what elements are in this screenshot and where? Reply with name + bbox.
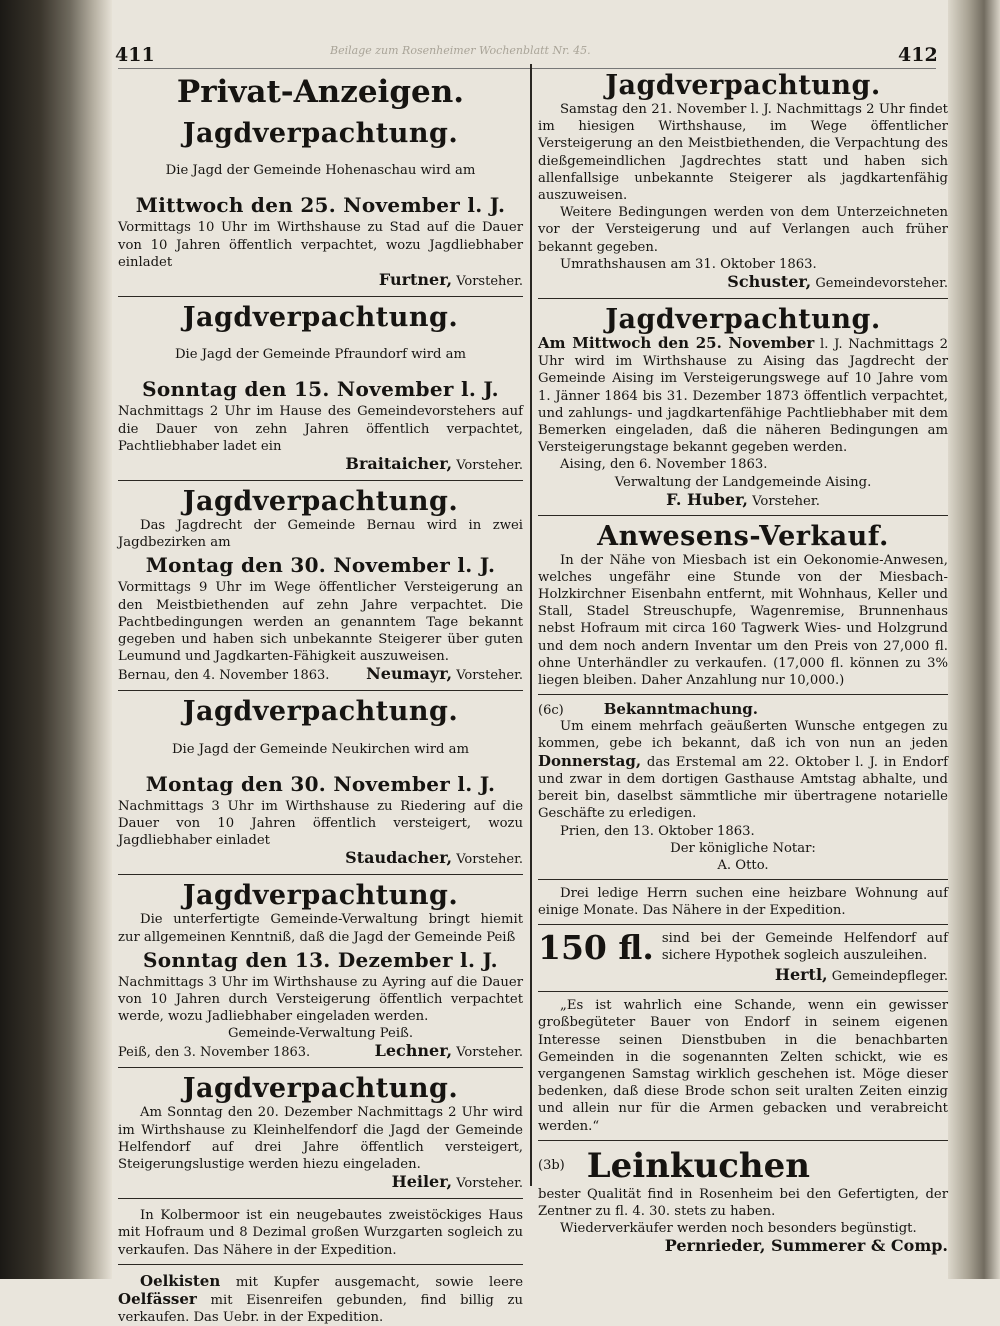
- signature-name: Schuster,: [727, 272, 812, 292]
- ad-text: In der Nähe von Miesbach ist ein Oekonomie-Anwesen, welches ungefähr eine Stunde von der Miesbach-Holzkirchner Eisenbahn entfernt, mit Wohnhaus, Keller und Stall, Stadel Streuschupfe, Wagenremise, Brunnenhaus nebst Hofraum mit circa 160 Tagwerk Wies- und Holzgrund und dem noch andern Inventar um den Preis von 27,000 fl. ohne Unterhändler zu verkaufen. (17,000 fl. können zu 3% liegen bleiben. Daher Anzahlung nur 10,000.): [538, 552, 948, 689]
- ad-text: sind bei der Gemeinde Helfendorf auf sichere Hypothek sogleich auszuleihen.: [661, 931, 948, 964]
- ad-title: Jagdverpachtung.: [605, 304, 881, 336]
- ad-code: (3b): [538, 1158, 565, 1174]
- ad-text: Nachmittags 3 Uhr im Wirthshause zu Riedering auf die Dauer von 10 Jahren öffentlich versteigert, wozu Jagdliebhaber einladet: [118, 798, 523, 849]
- ad-text-part: mit Kupfer ausgemacht, sowie leere: [220, 1274, 523, 1290]
- ad-text: Weitere Bedingungen werden von dem Unterzeichneten vor der Versteigerung und auf Verlangen auch früher bekannt gegeben.: [538, 205, 948, 255]
- ad-title: Jagdverpachtung.: [182, 880, 459, 912]
- ad-text: Die Jagd der Gemeinde Pfraundorf wird am: [174, 347, 467, 363]
- separator: [118, 1264, 523, 1265]
- ad-anwesens-verkauf: [538, 521, 948, 690]
- separator: [118, 874, 523, 875]
- ad-jagd-bernau: [118, 486, 523, 685]
- signature-role: Vorsteher.: [456, 457, 523, 473]
- ad-title: Jagdverpachtung.: [182, 696, 459, 728]
- ad-title: Jagdverpachtung.: [605, 70, 881, 101]
- ad-haus-kolbermoor: [118, 1207, 523, 1259]
- header-rule: [118, 68, 936, 69]
- signature-role: Vorsteher.: [456, 1176, 523, 1192]
- ad-date: Sonntag den 13. Dezember l. J.: [143, 947, 498, 972]
- ad-notiz-endorf: [538, 997, 948, 1135]
- book-binding-gutter: [0, 0, 112, 1279]
- ad-text-part: das Erstemal am 22. Oktober l. J. in Endorf und zwar in dem dortigen Gasthause Amtstag abhalte, und bereit bin, daselbst sämmtliche mir übertragene notarielle Geschäfte zu erledigen.: [538, 754, 948, 822]
- organization: Gemeinde-Verwaltung Peiß.: [227, 1026, 414, 1042]
- signature-role: Vorsteher.: [752, 493, 820, 509]
- ad-text-part: l. J. Nachmittags 2 Uhr wird im Wirthshause zu Aising das Jagdrecht der Gemeinde Aising im Versteigerungswege auf 10 Jahre vom 1. Jänner 1864 bis 31. Dezember 1873 öffentlich verpachtet, und zahlungs- und jagdkartenfähige Pachtliebhaber mit dem Bemerken eingeladen, daß die näheren Bedingungen am Versteigerungstage bekannt gegeben werden.: [538, 337, 948, 456]
- column-divider: [530, 64, 532, 1186]
- running-head: Beilage zum Rosenheimer Wochenblatt Nr. 45.: [330, 44, 591, 57]
- ad-title: Jagdverpachtung.: [182, 118, 459, 149]
- ad-title: Jagdverpachtung.: [182, 1073, 459, 1105]
- ad-bekanntmachung: [538, 700, 948, 873]
- separator: [118, 480, 523, 481]
- ad-text: Die Jagd der Gemeinde Neukirchen wird am: [171, 741, 470, 757]
- separator: [118, 690, 523, 691]
- separator: [118, 296, 523, 297]
- ad-text: [538, 718, 948, 822]
- signature-name: Braitaicher,: [345, 453, 453, 473]
- place-date: Prien, den 13. Oktober 1863.: [560, 823, 755, 839]
- ad-date: Sonntag den 15. November l. J.: [142, 377, 499, 402]
- separator: [538, 879, 948, 880]
- signature-name: A. Otto.: [717, 857, 769, 873]
- separator: [118, 1067, 523, 1068]
- signature-role: Gemeindepfleger.: [831, 969, 948, 985]
- ad-text: Nachmittags 2 Uhr im Hause des Gemeindevorstehers auf die Dauer von zehn Jahren öffentlich verpachtet, Pachtliebhaber ladet ein: [118, 404, 523, 454]
- separator: [538, 298, 948, 299]
- place-date: Umrathshausen am 31. Oktober 1863.: [560, 256, 817, 272]
- ad-text: Am Sonntag den 20. Dezember Nachmittags 2 Uhr wird im Wirthshause zu Kleinhelfendorf die Jagd der Gemeinde Helfendorf auf drei Jahre öffentlich versteigert, Steigerungslustige werden hiezu eingeladen.: [118, 1105, 523, 1172]
- ad-text: Die Jagd der Gemeinde Hohenaschau wird am: [165, 163, 476, 179]
- ad-title: Bekanntmachung.: [603, 700, 758, 719]
- ad-text: [118, 1273, 523, 1326]
- ad-date: Am Mittwoch den 25. November: [538, 334, 815, 353]
- ad-oelkisten: [118, 1273, 523, 1326]
- signature-name: Staudacher,: [345, 848, 453, 868]
- ad-text: Die unterfertigte Gemeinde-Verwaltung bringt hiemit zur allgemeinen Kenntniß, daß die Jagd der Gemeinde Peiß: [118, 912, 523, 945]
- signature: [118, 1173, 523, 1193]
- ad-text: bester Qualität find in Rosenheim bei den Gefertigten, der Zentner zu fl. 4. 30. stets zu haben.: [538, 1186, 948, 1219]
- signature: [118, 665, 523, 685]
- ad-keyword: Oelkisten: [140, 1271, 221, 1290]
- ad-jagd-umrathshausen: [538, 70, 948, 293]
- signature-role: Vorsteher.: [456, 273, 523, 289]
- ad-code: (6c): [538, 703, 564, 719]
- page-number-right: 412: [898, 44, 938, 66]
- ad-text: Vormittags 10 Uhr im Wirthshause zu Stad auf die Dauer von 10 Jahren öffentlich verpachtet, wozu Jagdliebhaber einladet: [118, 220, 523, 270]
- signature-name: Heiler,: [391, 1172, 453, 1192]
- ad-text: Vormittags 9 Uhr im Wege öffentlicher Versteigerung an den Meistbiethenden auf zehn Jahre verpachtet. Die Pachtbedingungen werden an genanntem Tage bekannt gegeben und haben sich unbekannte Steigerer über guten Leumund und Jagdkarten-Fähigkeit auszuweisen.: [118, 580, 523, 665]
- ad-text: Samstag den 21. November l. J. Nachmittags 2 Uhr findet im hiesigen Wirthshause, im Wege öffentlicher Versteigerung an den Meistbiethenden, die Verpachtung des dießgemeindlichen Jagdrechtes statt und haben sich allenfallsige unbekannte Steigerer als jagdkartenfähig auszuweisen.: [538, 102, 948, 204]
- ad-jagd-neukirchen: [118, 696, 523, 869]
- organization: Der königliche Notar:: [670, 840, 816, 856]
- ad-darlehen: [538, 930, 948, 986]
- ad-date: Mittwoch den 25. November l. J.: [135, 193, 506, 218]
- ad-jagd-hohenaschau: [118, 118, 523, 291]
- ad-title: Jagdverpachtung.: [182, 301, 459, 333]
- ad-leinkuchen: [538, 1146, 948, 1258]
- signature-role: Vorsteher.: [456, 668, 523, 684]
- signature-name: Hertl,: [774, 965, 828, 985]
- signature: [118, 1042, 523, 1062]
- left-column: [118, 70, 523, 1326]
- ad-date: Montag den 30. November l. J.: [145, 553, 496, 578]
- signature-name: Neumayr,: [366, 664, 453, 684]
- signature-role: Vorsteher.: [456, 1045, 523, 1061]
- ad-title: Jagdverpachtung.: [182, 485, 459, 517]
- signature: [538, 1237, 948, 1257]
- ad-keyword: Oelfässer: [118, 1290, 197, 1309]
- ad-title: Leinkuchen: [586, 1145, 810, 1186]
- signature-name: Pernrieder, Summerer & Comp.: [664, 1236, 948, 1256]
- separator: [538, 991, 948, 992]
- ad-text-part: Um einem mehrfach geäußerten Wunsche entgegen zu kommen, gebe ich bekannt, daß ich von nun an jeden: [538, 719, 948, 752]
- ad-text: Drei ledige Herrn suchen eine heizbare Wohnung auf einige Monate. Das Nähere in der Expedition.: [538, 885, 948, 918]
- separator: [538, 694, 948, 695]
- ad-date: Donnerstag,: [538, 751, 642, 770]
- ad-text: In Kolbermoor ist ein neugebautes zweistöckiges Haus mit Hofraum und 8 Dezimal großen Wurzgarten sogleich zu verkaufen. Das Nähere in der Expedition.: [118, 1208, 523, 1258]
- ad-text-part: mit Eisenreifen gebunden, find billig zu verkaufen. Das Uebr. in der Expedition.: [118, 1293, 523, 1326]
- signature-name: F. Huber,: [666, 489, 748, 509]
- signature: [538, 491, 948, 510]
- organization: Verwaltung der Landgemeinde Aising.: [614, 474, 872, 490]
- ad-text: Das Jagdrecht der Gemeinde Bernau wird in zwei Jagdbezirken am: [118, 517, 523, 551]
- signature: [538, 273, 948, 293]
- place-date: Bernau, den 4. November 1863.: [118, 668, 330, 684]
- separator: [538, 1140, 948, 1141]
- ad-title: Anwesens-Verkauf.: [597, 520, 889, 552]
- signature-name: Furtner,: [378, 269, 453, 289]
- ad-wohnung-gesuch: [538, 885, 948, 919]
- page-number-left: 411: [115, 44, 155, 66]
- signature-role: Gemeindevorsteher.: [815, 276, 948, 292]
- ad-amount: 150 fl.: [538, 928, 654, 968]
- page-edge: [948, 0, 1000, 1279]
- signature: [118, 849, 523, 869]
- signature: [118, 271, 523, 291]
- ad-text: „Es ist wahrlich eine Schande, wenn ein gewisser großbegüteter Bauer von Endorf in seinem eigenen Interesse seinen Dienstbuben in die benachbarten Gemeinden in die sogenannten Zelten schickt, wie es vergangenen Samstag wirklich geschehen ist. Möge dieser bedenken, daß diese Brode schon seit uralten Zeiten einzig und allein nur für die Armen gebacken und verabreicht werden.“: [538, 998, 948, 1134]
- separator: [538, 515, 948, 516]
- signature: [538, 966, 948, 986]
- separator: [538, 924, 948, 925]
- signature: [118, 455, 523, 475]
- section-title: Privat-Anzeigen.: [176, 74, 465, 110]
- ad-jagd-peiss: [118, 880, 523, 1062]
- separator: [118, 1198, 523, 1199]
- ad-jagd-pfraundorf: [118, 302, 523, 475]
- ad-text: [538, 335, 948, 456]
- place-date: Peiß, den 3. November 1863.: [118, 1045, 311, 1061]
- ad-text: Nachmittags 3 Uhr im Wirthshause zu Ayring auf die Dauer von 10 Jahren durch Versteigerung öffentlich verpachtet werde, wozu Jadliebhaber eingeladen werden.: [118, 974, 523, 1025]
- right-column: [538, 70, 948, 1257]
- ad-jagd-aising: [538, 304, 948, 510]
- signature-name: Lechner,: [374, 1041, 453, 1061]
- ad-date: Montag den 30. November l. J.: [145, 771, 496, 796]
- ad-text: Wiederverkäufer werden noch besonders begünstigt.: [560, 1221, 917, 1237]
- ad-jagd-helfendorf: [118, 1073, 523, 1193]
- signature-role: Vorsteher.: [456, 852, 523, 868]
- place-date: Aising, den 6. November 1863.: [560, 457, 768, 473]
